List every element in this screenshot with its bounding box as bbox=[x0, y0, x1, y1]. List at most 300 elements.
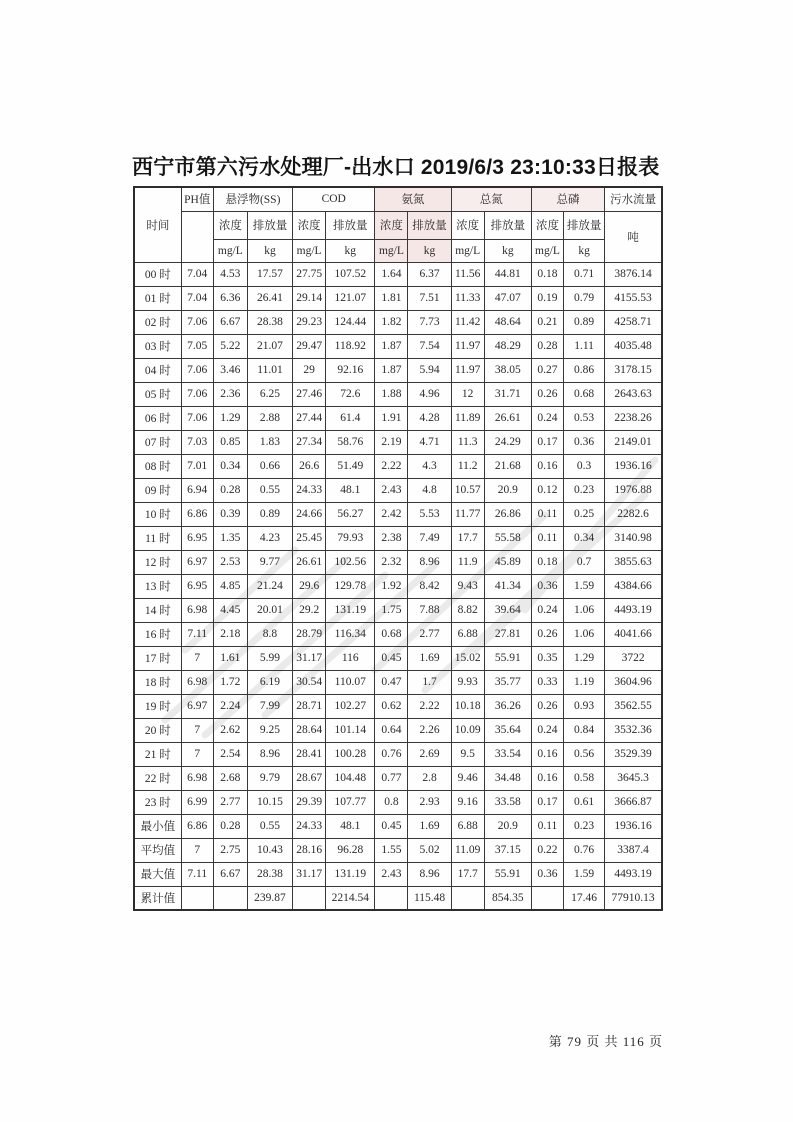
table-row bbox=[134, 766, 662, 790]
cell: 1.7 bbox=[408, 670, 451, 694]
cell: 3855.63 bbox=[605, 550, 662, 574]
cell: 1.69 bbox=[408, 814, 451, 838]
cell: 101.14 bbox=[326, 718, 375, 742]
cell: 3666.87 bbox=[605, 790, 662, 814]
cell: 9.93 bbox=[451, 670, 484, 694]
cell: 37.15 bbox=[484, 838, 531, 862]
cell: 48.1 bbox=[326, 478, 375, 502]
row-label: 11 时 bbox=[134, 526, 181, 550]
unit-tp-conc: mg/L bbox=[531, 239, 563, 262]
row-label: 平均值 bbox=[134, 838, 181, 862]
cell: 7.49 bbox=[408, 526, 451, 550]
cell: 5.99 bbox=[247, 646, 292, 670]
row-label: 01 时 bbox=[134, 286, 181, 310]
report-title: 西宁市第六污水处理厂-出水口 2019/6/3 23:10:33日报表 bbox=[132, 156, 660, 179]
header-ph-blank bbox=[181, 211, 213, 262]
cell: 9.79 bbox=[247, 766, 292, 790]
cell: 1.83 bbox=[247, 430, 292, 454]
cell: 34.48 bbox=[484, 766, 531, 790]
table-row bbox=[134, 718, 662, 742]
cell: 3532.36 bbox=[605, 718, 662, 742]
cell: 131.19 bbox=[326, 598, 375, 622]
cell: 3604.96 bbox=[605, 670, 662, 694]
cell: 4493.19 bbox=[605, 598, 662, 622]
cell: 17.57 bbox=[247, 262, 292, 286]
cell: 36.26 bbox=[484, 694, 531, 718]
cell: 1936.16 bbox=[605, 814, 662, 838]
unit-nh3-amount: kg bbox=[408, 239, 451, 262]
cell: 27.81 bbox=[484, 622, 531, 646]
cell: 3722 bbox=[605, 646, 662, 670]
cell: 4.28 bbox=[408, 406, 451, 430]
cell: 4493.19 bbox=[605, 862, 662, 886]
cell: 55.58 bbox=[484, 526, 531, 550]
cell: 10.09 bbox=[451, 718, 484, 742]
cell: 7.51 bbox=[408, 286, 451, 310]
cell: 3178.15 bbox=[605, 358, 662, 382]
cell: 7.05 bbox=[181, 334, 213, 358]
row-label: 05 时 bbox=[134, 382, 181, 406]
cell: 0.68 bbox=[564, 382, 605, 406]
cell: 8.96 bbox=[408, 550, 451, 574]
cell: 1.11 bbox=[564, 334, 605, 358]
cell: 2.68 bbox=[213, 766, 247, 790]
cell: 31.71 bbox=[484, 382, 531, 406]
header-tp-conc: 浓度 bbox=[531, 211, 563, 239]
cell: 11.9 bbox=[451, 550, 484, 574]
cell: 2238.26 bbox=[605, 406, 662, 430]
cell: 6.88 bbox=[451, 814, 484, 838]
cell: 1.64 bbox=[375, 262, 408, 286]
cell: 1.06 bbox=[564, 622, 605, 646]
cell: 26.86 bbox=[484, 502, 531, 526]
table-row bbox=[134, 670, 662, 694]
cell: 4.8 bbox=[408, 478, 451, 502]
header-cod: COD bbox=[293, 187, 375, 211]
cell: 0.26 bbox=[531, 622, 563, 646]
cell: 29.14 bbox=[293, 286, 326, 310]
cell: 27.75 bbox=[293, 262, 326, 286]
cell: 8.96 bbox=[247, 742, 292, 766]
cell: 51.49 bbox=[326, 454, 375, 478]
cell: 0.28 bbox=[213, 478, 247, 502]
cell: 0.24 bbox=[531, 598, 563, 622]
cell: 28.41 bbox=[293, 742, 326, 766]
cell: 72.6 bbox=[326, 382, 375, 406]
cell: 0.17 bbox=[531, 430, 563, 454]
unit-tn-conc: mg/L bbox=[451, 239, 484, 262]
cell: 21.24 bbox=[247, 574, 292, 598]
cell: 1.69 bbox=[408, 646, 451, 670]
table-row bbox=[134, 526, 662, 550]
cell: 44.81 bbox=[484, 262, 531, 286]
cell: 7.04 bbox=[181, 286, 213, 310]
cell: 0.26 bbox=[531, 382, 563, 406]
cell: 6.36 bbox=[213, 286, 247, 310]
table-row bbox=[134, 886, 662, 910]
cell: 0.68 bbox=[375, 622, 408, 646]
cell: 0.25 bbox=[564, 502, 605, 526]
cell: 2.69 bbox=[408, 742, 451, 766]
cell: 0.7 bbox=[564, 550, 605, 574]
table-row bbox=[134, 646, 662, 670]
cell: 4384.66 bbox=[605, 574, 662, 598]
cell: 24.33 bbox=[293, 478, 326, 502]
row-label: 最大值 bbox=[134, 862, 181, 886]
row-label: 21 时 bbox=[134, 742, 181, 766]
table-row bbox=[134, 358, 662, 382]
header-cod-amount: 排放量 bbox=[326, 211, 375, 239]
cell: 1.92 bbox=[375, 574, 408, 598]
cell: 0.18 bbox=[531, 550, 563, 574]
cell: 0.33 bbox=[531, 670, 563, 694]
cell: 0.55 bbox=[247, 814, 292, 838]
cell: 854.35 bbox=[484, 886, 531, 910]
cell: 8.42 bbox=[408, 574, 451, 598]
row-label: 10 时 bbox=[134, 502, 181, 526]
cell: 55.91 bbox=[484, 646, 531, 670]
cell: 0.26 bbox=[531, 694, 563, 718]
cell: 6.67 bbox=[213, 310, 247, 334]
cell: 29.23 bbox=[293, 310, 326, 334]
table-row bbox=[134, 262, 662, 286]
cell: 0.76 bbox=[375, 742, 408, 766]
header-row-sub bbox=[134, 211, 662, 239]
cell: 92.16 bbox=[326, 358, 375, 382]
cell: 0.89 bbox=[564, 310, 605, 334]
table-row bbox=[134, 286, 662, 310]
cell: 2.19 bbox=[375, 430, 408, 454]
table-row bbox=[134, 574, 662, 598]
cell: 2.32 bbox=[375, 550, 408, 574]
row-label: 04 时 bbox=[134, 358, 181, 382]
cell: 100.28 bbox=[326, 742, 375, 766]
cell: 38.05 bbox=[484, 358, 531, 382]
cell: 1.59 bbox=[564, 862, 605, 886]
cell: 26.61 bbox=[293, 550, 326, 574]
cell: 0.39 bbox=[213, 502, 247, 526]
cell: 6.97 bbox=[181, 694, 213, 718]
cell: 27.46 bbox=[293, 382, 326, 406]
row-label: 18 时 bbox=[134, 670, 181, 694]
cell: 0.16 bbox=[531, 766, 563, 790]
cell: 6.95 bbox=[181, 526, 213, 550]
cell: 6.88 bbox=[451, 622, 484, 646]
cell: 26.6 bbox=[293, 454, 326, 478]
cell: 2.24 bbox=[213, 694, 247, 718]
cell: 7.11 bbox=[181, 622, 213, 646]
row-label: 最小值 bbox=[134, 814, 181, 838]
cell: 7.04 bbox=[181, 262, 213, 286]
cell: 0.61 bbox=[564, 790, 605, 814]
row-label: 累计值 bbox=[134, 886, 181, 910]
cell: 29.2 bbox=[293, 598, 326, 622]
page-number-text: 第 79 页 共 116 页 bbox=[548, 1034, 663, 1049]
cell: 0.21 bbox=[531, 310, 563, 334]
cell: 0.62 bbox=[375, 694, 408, 718]
cell: 10.18 bbox=[451, 694, 484, 718]
cell: 2.42 bbox=[375, 502, 408, 526]
cell: 1.55 bbox=[375, 838, 408, 862]
cell: 104.48 bbox=[326, 766, 375, 790]
cell: 0.11 bbox=[531, 526, 563, 550]
cell: 2.93 bbox=[408, 790, 451, 814]
cell: 39.64 bbox=[484, 598, 531, 622]
cell: 7.06 bbox=[181, 406, 213, 430]
header-nh3: 氨氮 bbox=[375, 187, 451, 211]
cell bbox=[181, 886, 213, 910]
cell bbox=[375, 886, 408, 910]
header-ss-amount: 排放量 bbox=[247, 211, 292, 239]
cell: 0.86 bbox=[564, 358, 605, 382]
cell: 3387.4 bbox=[605, 838, 662, 862]
cell: 35.77 bbox=[484, 670, 531, 694]
cell: 1.91 bbox=[375, 406, 408, 430]
table-row bbox=[134, 334, 662, 358]
cell: 31.17 bbox=[293, 862, 326, 886]
cell: 0.12 bbox=[531, 478, 563, 502]
cell: 0.23 bbox=[564, 814, 605, 838]
cell: 8.82 bbox=[451, 598, 484, 622]
cell: 0.18 bbox=[531, 262, 563, 286]
cell: 3140.98 bbox=[605, 526, 662, 550]
cell: 11.3 bbox=[451, 430, 484, 454]
cell: 116.34 bbox=[326, 622, 375, 646]
table-row bbox=[134, 430, 662, 454]
cell: 29.6 bbox=[293, 574, 326, 598]
cell: 0.35 bbox=[531, 646, 563, 670]
cell: 6.25 bbox=[247, 382, 292, 406]
table-row bbox=[134, 478, 662, 502]
cell: 2.53 bbox=[213, 550, 247, 574]
header-tp: 总磷 bbox=[531, 187, 604, 211]
cell bbox=[213, 886, 247, 910]
cell: 28.16 bbox=[293, 838, 326, 862]
cell: 0.71 bbox=[564, 262, 605, 286]
cell: 9.43 bbox=[451, 574, 484, 598]
cell: 0.28 bbox=[213, 814, 247, 838]
cell: 0.55 bbox=[247, 478, 292, 502]
row-label: 08 时 bbox=[134, 454, 181, 478]
cell: 0.56 bbox=[564, 742, 605, 766]
cell: 11.2 bbox=[451, 454, 484, 478]
cell: 10.15 bbox=[247, 790, 292, 814]
cell: 5.94 bbox=[408, 358, 451, 382]
cell: 7.54 bbox=[408, 334, 451, 358]
header-time: 时间 bbox=[134, 187, 181, 262]
row-label: 06 时 bbox=[134, 406, 181, 430]
table-row bbox=[134, 838, 662, 862]
cell: 11.89 bbox=[451, 406, 484, 430]
table-row bbox=[134, 310, 662, 334]
cell: 55.91 bbox=[484, 862, 531, 886]
cell: 41.34 bbox=[484, 574, 531, 598]
cell: 6.99 bbox=[181, 790, 213, 814]
cell: 0.3 bbox=[564, 454, 605, 478]
cell: 110.07 bbox=[326, 670, 375, 694]
cell: 0.47 bbox=[375, 670, 408, 694]
unit-ss-conc: mg/L bbox=[213, 239, 247, 262]
cell: 4.23 bbox=[247, 526, 292, 550]
page-footer bbox=[0, 1031, 663, 1050]
cell: 77910.13 bbox=[605, 886, 662, 910]
row-label: 22 时 bbox=[134, 766, 181, 790]
header-row-units bbox=[134, 239, 662, 262]
cell: 1.75 bbox=[375, 598, 408, 622]
cell: 1.81 bbox=[375, 286, 408, 310]
cell: 0.36 bbox=[531, 574, 563, 598]
cell: 6.67 bbox=[213, 862, 247, 886]
cell: 0.85 bbox=[213, 430, 247, 454]
cell: 7 bbox=[181, 742, 213, 766]
cell: 0.34 bbox=[213, 454, 247, 478]
cell: 3562.55 bbox=[605, 694, 662, 718]
unit-cod-amount: kg bbox=[326, 239, 375, 262]
cell: 0.23 bbox=[564, 478, 605, 502]
cell: 0.22 bbox=[531, 838, 563, 862]
cell: 0.66 bbox=[247, 454, 292, 478]
cell: 61.4 bbox=[326, 406, 375, 430]
cell: 11.09 bbox=[451, 838, 484, 862]
header-cod-conc: 浓度 bbox=[293, 211, 326, 239]
header-tn-amount: 排放量 bbox=[484, 211, 531, 239]
cell: 3876.14 bbox=[605, 262, 662, 286]
cell: 2.22 bbox=[408, 694, 451, 718]
cell: 17.7 bbox=[451, 862, 484, 886]
cell: 7.88 bbox=[408, 598, 451, 622]
row-label: 23 时 bbox=[134, 790, 181, 814]
header-row-groups bbox=[134, 187, 662, 211]
cell: 6.19 bbox=[247, 670, 292, 694]
cell: 1.29 bbox=[213, 406, 247, 430]
cell: 5.02 bbox=[408, 838, 451, 862]
cell: 6.98 bbox=[181, 670, 213, 694]
cell: 0.11 bbox=[531, 814, 563, 838]
row-label: 00 时 bbox=[134, 262, 181, 286]
cell: 45.89 bbox=[484, 550, 531, 574]
cell: 58.76 bbox=[326, 430, 375, 454]
cell: 2.75 bbox=[213, 838, 247, 862]
cell: 28.38 bbox=[247, 310, 292, 334]
cell: 2643.63 bbox=[605, 382, 662, 406]
cell: 7.06 bbox=[181, 310, 213, 334]
cell: 28.79 bbox=[293, 622, 326, 646]
header-ss-conc: 浓度 bbox=[213, 211, 247, 239]
cell: 9.5 bbox=[451, 742, 484, 766]
cell: 9.46 bbox=[451, 766, 484, 790]
cell: 0.76 bbox=[564, 838, 605, 862]
cell: 9.77 bbox=[247, 550, 292, 574]
cell: 48.29 bbox=[484, 334, 531, 358]
cell: 0.11 bbox=[531, 502, 563, 526]
cell: 6.94 bbox=[181, 478, 213, 502]
row-label: 02 时 bbox=[134, 310, 181, 334]
cell: 2.43 bbox=[375, 862, 408, 886]
cell: 12 bbox=[451, 382, 484, 406]
cell: 0.79 bbox=[564, 286, 605, 310]
table-body bbox=[134, 262, 662, 910]
cell: 7.99 bbox=[247, 694, 292, 718]
cell: 47.07 bbox=[484, 286, 531, 310]
cell: 0.24 bbox=[531, 406, 563, 430]
header-ss: 悬浮物(SS) bbox=[213, 187, 292, 211]
table-row bbox=[134, 694, 662, 718]
cell: 4.45 bbox=[213, 598, 247, 622]
cell: 121.07 bbox=[326, 286, 375, 310]
cell: 0.24 bbox=[531, 718, 563, 742]
cell: 2.22 bbox=[375, 454, 408, 478]
cell: 6.98 bbox=[181, 598, 213, 622]
cell: 0.64 bbox=[375, 718, 408, 742]
cell: 25.45 bbox=[293, 526, 326, 550]
cell: 7 bbox=[181, 718, 213, 742]
cell: 6.97 bbox=[181, 550, 213, 574]
row-label: 07 时 bbox=[134, 430, 181, 454]
cell: 0.36 bbox=[564, 430, 605, 454]
cell: 107.52 bbox=[326, 262, 375, 286]
header-nh3-conc: 浓度 bbox=[375, 211, 408, 239]
cell: 0.89 bbox=[247, 502, 292, 526]
cell: 4258.71 bbox=[605, 310, 662, 334]
cell: 28.67 bbox=[293, 766, 326, 790]
cell: 0.36 bbox=[531, 862, 563, 886]
cell: 29.39 bbox=[293, 790, 326, 814]
table-row bbox=[134, 814, 662, 838]
cell: 11.56 bbox=[451, 262, 484, 286]
cell: 131.19 bbox=[326, 862, 375, 886]
cell: 2.77 bbox=[213, 790, 247, 814]
row-label: 19 时 bbox=[134, 694, 181, 718]
row-label: 16 时 bbox=[134, 622, 181, 646]
cell: 28.71 bbox=[293, 694, 326, 718]
cell bbox=[451, 886, 484, 910]
cell: 4.96 bbox=[408, 382, 451, 406]
cell: 8.8 bbox=[247, 622, 292, 646]
cell: 1.06 bbox=[564, 598, 605, 622]
cell: 3529.39 bbox=[605, 742, 662, 766]
cell: 10.57 bbox=[451, 478, 484, 502]
cell: 0.19 bbox=[531, 286, 563, 310]
cell: 116 bbox=[326, 646, 375, 670]
header-ph: PH值 bbox=[181, 187, 213, 211]
cell: 2.88 bbox=[247, 406, 292, 430]
cell: 4.71 bbox=[408, 430, 451, 454]
cell: 28.64 bbox=[293, 718, 326, 742]
cell: 28.38 bbox=[247, 862, 292, 886]
table-row bbox=[134, 382, 662, 406]
row-label: 14 时 bbox=[134, 598, 181, 622]
table-row bbox=[134, 862, 662, 886]
cell: 10.43 bbox=[247, 838, 292, 862]
cell: 2.36 bbox=[213, 382, 247, 406]
cell: 0.16 bbox=[531, 742, 563, 766]
row-label: 12 时 bbox=[134, 550, 181, 574]
cell: 6.86 bbox=[181, 814, 213, 838]
cell: 2.62 bbox=[213, 718, 247, 742]
cell: 107.77 bbox=[326, 790, 375, 814]
table-row bbox=[134, 454, 662, 478]
header-flow-unit: 吨 bbox=[605, 211, 662, 262]
row-label: 20 时 bbox=[134, 718, 181, 742]
cell: 20.9 bbox=[484, 814, 531, 838]
cell: 0.8 bbox=[375, 790, 408, 814]
cell: 35.64 bbox=[484, 718, 531, 742]
cell: 26.41 bbox=[247, 286, 292, 310]
cell: 4035.48 bbox=[605, 334, 662, 358]
cell: 8.96 bbox=[408, 862, 451, 886]
unit-nh3-conc: mg/L bbox=[375, 239, 408, 262]
cell: 79.93 bbox=[326, 526, 375, 550]
